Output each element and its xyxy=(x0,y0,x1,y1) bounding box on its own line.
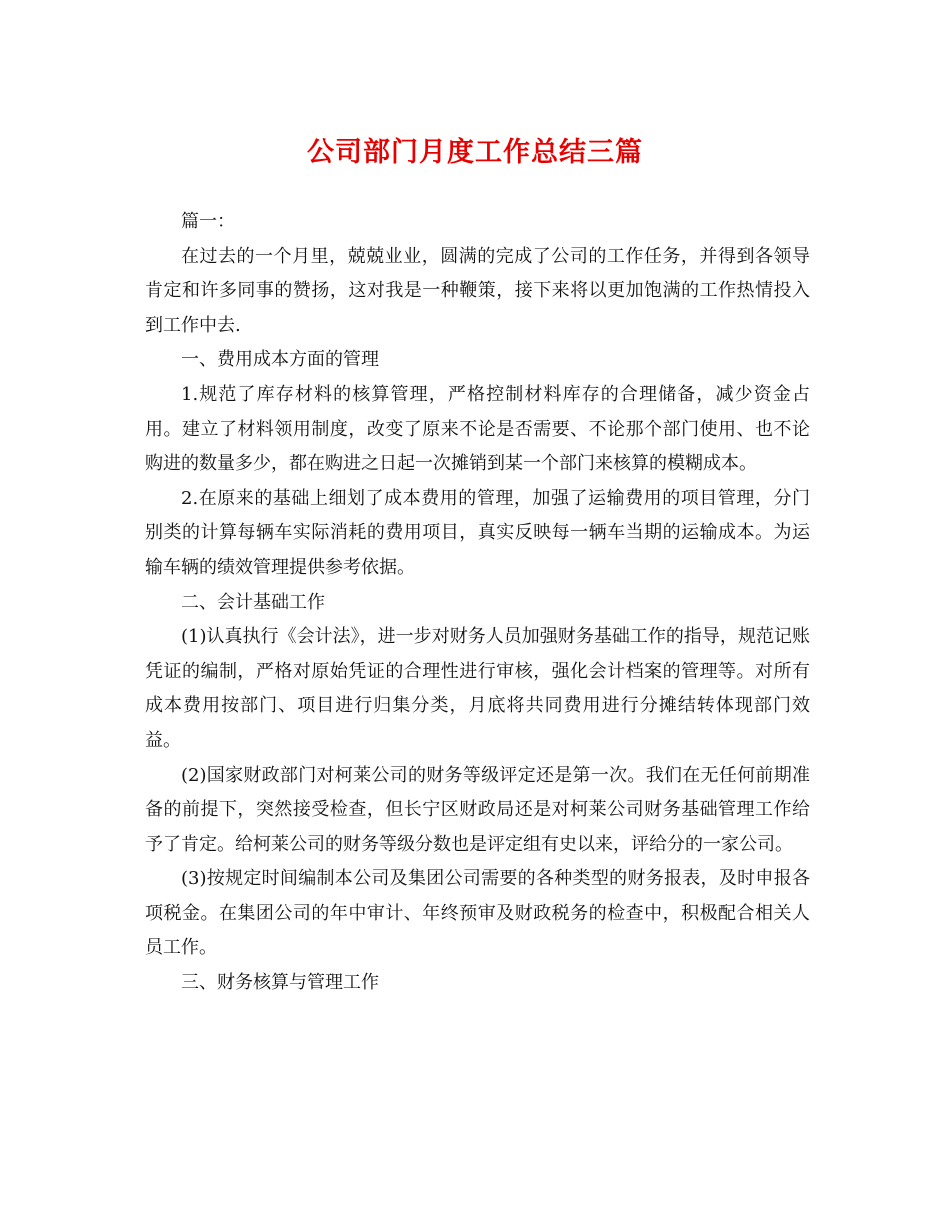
paragraph-item-2: 2.在原来的基础上细划了成本费用的管理，加强了运输费用的项目管理，分门别类的计算每辆车实际消耗的费用项目，真实反映每一辆车当期的运输成本。为运输车辆的绩效管理提供参考依据。 xyxy=(145,487,810,578)
paragraph-point-1: (1)认真执行《会计法》，进一步对财务人员加强财务基础工作的指导，规范记账凭证的编制，严格对原始凭证的合理性进行审核，强化会计档案的管理等。对所有成本费用按部门、项目进行归集分类，月底将共同费用进行分摊结转体现部门效益。 xyxy=(145,626,810,751)
heading-accounting-basics: 二、会计基础工作 xyxy=(181,591,325,613)
paragraph-point-2: (2)国家财政部门对柯莱公司的财务等级评定还是第一次。我们在无任何前期准备的前提下，突然接受检查，但长宁区财政局还是对柯莱公司财务基础管理工作给予了肯定。给柯莱公司的财务等级分数也是评定组有史以来，评给分的一家公司。 xyxy=(145,764,810,855)
document-title: 公司部门月度工作总结三篇 xyxy=(307,137,643,168)
heading-financial-accounting: 三、财务核算与管理工作 xyxy=(181,972,379,994)
document-body xyxy=(145,205,810,1001)
paragraph-section-label: 篇一： xyxy=(181,211,235,232)
paragraph-point-3: (3)按规定时间编制本公司及集团公司需要的各种类型的财务报表，及时申报各项税金。在集团公司的年中审计、年终预审及财政税务的检查中，积极配合相关人员工作。 xyxy=(145,868,810,959)
heading-cost-management: 一、费用成本方面的管理 xyxy=(181,349,379,371)
paragraph-item-1: 1.规范了库存材料的核算管理，严格控制材料库存的合理储备，减少资金占用。建立了材料领用制度，改变了原来不论是否需要、不论那个部门使用、也不论购进的数量多少，都在购进之日起一次摊销到某一个部门来核算的模糊成本。 xyxy=(145,383,810,475)
paragraph-intro: 在过去的一个月里，兢兢业业，圆满的完成了公司的工作任务，并得到各领导肯定和许多同事的赞扬，这对我是一种鞭策，接下来将以更加饱满的工作热情投入到工作中去. xyxy=(145,245,810,336)
